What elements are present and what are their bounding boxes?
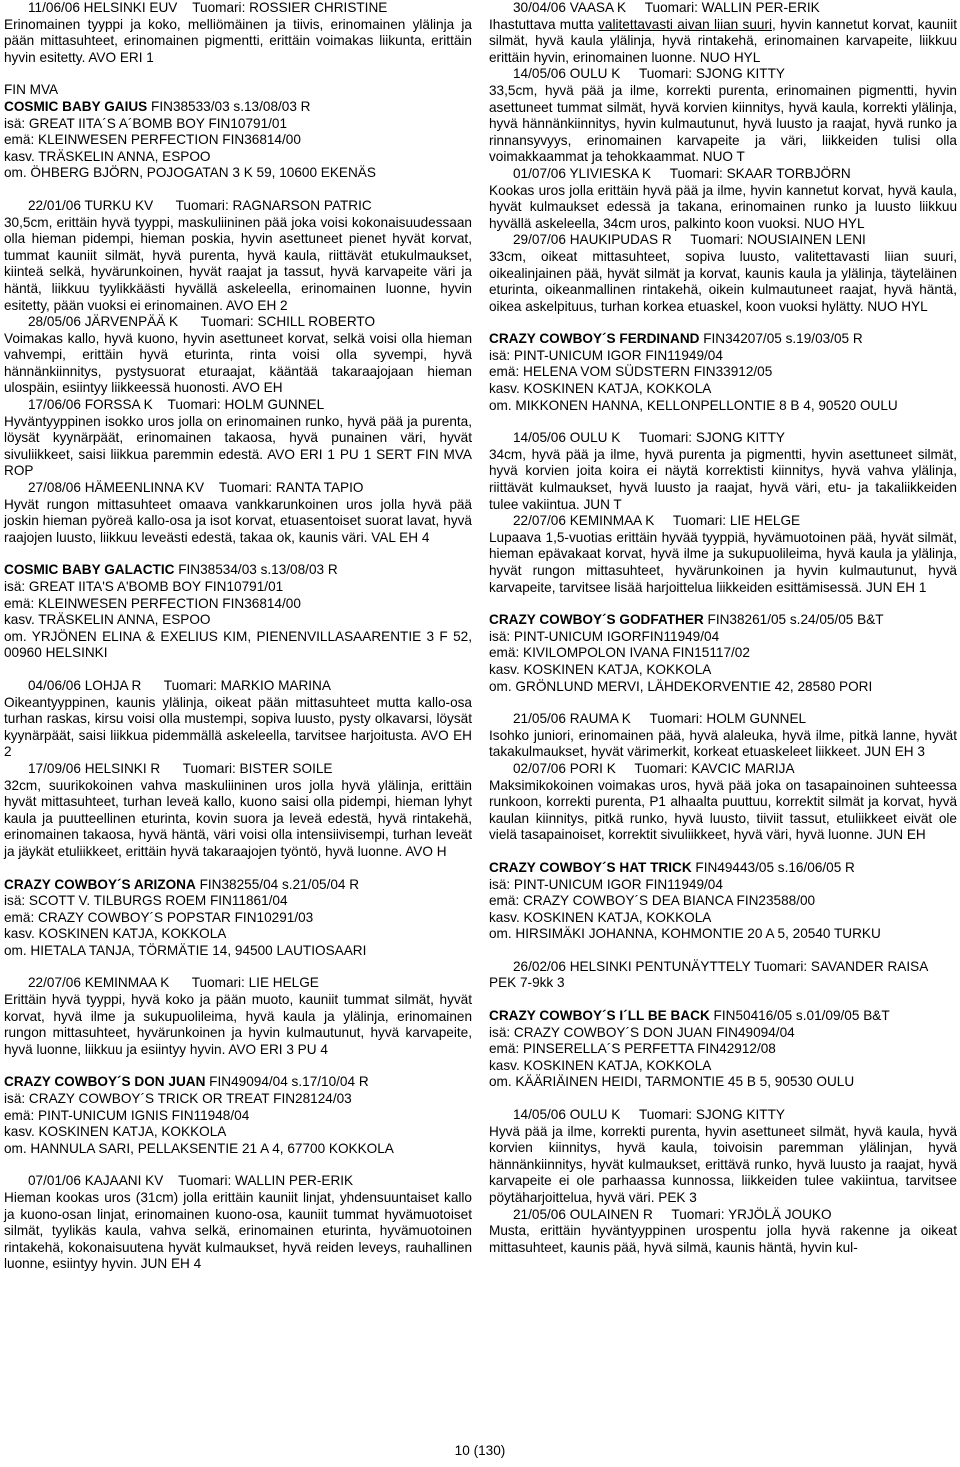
dam-line: emä: KLEINWESEN PERFECTION FIN36814/00 bbox=[4, 595, 301, 611]
sire-line: isä: PINT-UNICUM IGORFIN11949/04 bbox=[489, 628, 720, 644]
dog-entry bbox=[489, 331, 957, 414]
show-result bbox=[4, 314, 472, 397]
critique-text: PEK 7-9kk 3 bbox=[489, 975, 565, 991]
show-result bbox=[4, 397, 472, 480]
dog-entry bbox=[4, 1074, 472, 1157]
sire-line: isä: PINT-UNICUM IGOR FIN11949/04 bbox=[489, 876, 723, 892]
owner-line: om. HANNULA SARI, PELLAKSENTIE 21 A 4, 67700 KOKKOLA bbox=[4, 1140, 394, 1156]
owner-line: om. HIETALA TANJA, TÖRMÄTIE 14, 94500 LAUTIOSAARI bbox=[4, 942, 367, 958]
show-heading: 14/05/06 OULU K Tuomari: SJONG KITTY bbox=[513, 66, 785, 82]
dog-registration: FIN49094/04 s.17/10/04 R bbox=[205, 1074, 369, 1090]
show-heading: 17/09/06 HELSINKI R Tuomari: BISTER SOILE bbox=[28, 760, 333, 776]
owner-line: om. KÄÄRIÄINEN HEIDI, TARMONTIE 45 B 5, 90530 OULU bbox=[489, 1074, 855, 1090]
dog-entry bbox=[4, 877, 472, 960]
critique-text: Oikeantyyppinen, kaunis ylälinja, oikeat pään mittasuhteet mutta kallo-osa turhan raskas, kirsu voisi olla mustempi, sopiva luusto, pysty olkavarsi, löysät kyynärpäät, saisi liikkua pidemmällä askeleella, tarvitsee harjoitusta. AVO EH 2 bbox=[4, 694, 472, 760]
show-result bbox=[489, 1207, 957, 1257]
dog-name: COSMIC BABY GALACTIC bbox=[4, 562, 175, 578]
owner-line: om. MIKKONEN HANNA, KELLONPELLONTIE 8 B 4, 90520 OULU bbox=[489, 397, 898, 413]
show-heading: 11/06/06 HELSINKI EUV Tuomari: ROSSIER CHRISTINE bbox=[28, 0, 388, 15]
critique-text: 34cm, hyvä pää ja ilme, hyvä purenta ja pigmentti, hyvin asettuneet silmät, hyvä korvien joita koira ei näytä korrektisti kiinnitys, hyvä vahva ylälinja, riittävät kulmaukset, hyvä luusto ja raajat, hyvä väri, etu- ja takaliikkeiden tulee vakiintua. JUN T bbox=[489, 446, 957, 512]
critique-text: Hyvä pää ja ilme, korrekti purenta, hyvin asettuneet silmät, hyvä kaula, hyvä korvien kiinnitys, hyvä kaula, toivoisin paremman ylälinjan, hyvä hännänkiinnitys, hyvät kulmaukset, erittävä runko, hyvä luusto ja raajat, hyvä karvapeite ei ole parhaassa kunnossa, liikkeiden tulee vakiintua, tarvitsee pöytäharjoittelua, hyvä väri. PEK 3 bbox=[489, 1123, 957, 1205]
breeder-line: kasv. KOSKINEN KATJA, KOKKOLA bbox=[489, 1057, 712, 1073]
show-result bbox=[4, 678, 472, 761]
critique-text: Erittäin hyvä tyyppi, hyvä koko ja pään muoto, kauniit tummat silmät, hyvät korvat, hyvä ilme ja sukupuolileima, hyvä kaula ja ylälinja, erinomainen rungon mittasuhteet, hyvärunkoinen ja hyvin kulmautunut, hyvä karvapeite, hyvä luonne, liikkuu ja esiintyy hyvin. AVO ERI 3 PU 4 bbox=[4, 992, 472, 1057]
dog-entry bbox=[489, 1008, 957, 1091]
breeder-line: kasv. TRÄSKELIN ANNA, ESPOO bbox=[4, 148, 211, 164]
critique-text: 32cm, suurikokoinen vahva maskuliininen uros jolla hyvä ylälinja, erittäin hyvät mittasuhteet, turhan leveä kallo, kuono saisi olla pidempi, hieman lyhyt kaula ja puutteellinen eturinta, kovin suora ja leveä edestä, hyvä rintakehä, erinomainen takaosa, hyvä häntä, väri voisi olla intensiivisempi, turhan leveät ja jäykät etuliikkeet, erittäin hyvä takaraajojen työntö, hyvä luonne. AVO H bbox=[4, 777, 472, 859]
dog-entry bbox=[4, 82, 472, 182]
dog-registration: FIN38261/05 s.24/05/05 B&T bbox=[703, 612, 884, 628]
show-heading: 04/06/06 LOHJA R Tuomari: MARKIO MARINA bbox=[28, 677, 331, 693]
title-line: FIN MVA bbox=[4, 82, 59, 98]
dam-line: emä: PINSERELLA´S PERFETTA FIN42912/08 bbox=[489, 1041, 776, 1057]
dam-line: emä: KIVILOMPOLON IVANA FIN15117/02 bbox=[489, 645, 750, 661]
critique-text: Hyvät rungon mittasuhteet omaava vankkarunkoinen uros jolla hyvä pää joskin hieman pyöreä kallo-osa ja isot korvat, etuasentoiset suorat lavat, hyvä raajojen luusto, liikkuu leveästi edestä, takaa ok, kaunis väri. VAL EH 4 bbox=[4, 496, 472, 545]
owner-line: om. ÖHBERG BJÖRN, POJOGATAN 3 K 59, 10600 EKENÄS bbox=[4, 165, 376, 181]
breeder-line: kasv. KOSKINEN KATJA, KOKKOLA bbox=[489, 381, 712, 397]
show-heading: 02/07/06 PORI K Tuomari: KAVCIC MARIJA bbox=[513, 760, 795, 776]
breeder-line: kasv. KOSKINEN KATJA, KOKKOLA bbox=[489, 909, 712, 925]
dog-name: CRAZY COWBOY´S DON JUAN bbox=[4, 1074, 206, 1090]
dam-line: emä: KLEINWESEN PERFECTION FIN36814/00 bbox=[4, 132, 301, 148]
critique-text: Hyväntyyppinen isokko uros jolla on erinomainen runko, hyvä pää ja purenta, löysät kyynärpäät, erinomainen takaosa, hyvä punainen väri, hyvät sivuliikkeet, saisi liikkua paremmin edestä. AVO ERI 1 PU 1 SERT FIN MVA ROP bbox=[4, 413, 472, 479]
show-heading: 14/05/06 OULU K Tuomari: SJONG KITTY bbox=[513, 430, 785, 446]
critique-text: 33,5cm, hyvä pää ja ilme, korrekti purenta, erinomainen pigmentti, hyvin asettuneet tummat silmät, hyvä korvien kiinnitys, hyvä kaula, korrekti ylälinja, hyvä hännänkiinnitys, hyvin kulmautunut, hyvä luusto ja raajat, hyvä runko ja rinnansyvyys, erinomainen karvapeite ja väri, liikkeiden tulisi olla voimakkaammat ja tehokkaammat. NUO T bbox=[489, 82, 957, 165]
show-heading: 21/05/06 OULAINEN R Tuomari: YRJÖLÄ JOUKO bbox=[513, 1206, 832, 1222]
show-result bbox=[4, 975, 472, 1058]
dog-registration: FIN38533/03 s.13/08/03 R bbox=[147, 98, 311, 114]
breeder-line: kasv. KOSKINEN KATJA, KOKKOLA bbox=[489, 661, 712, 677]
show-heading: 22/07/06 KEMINMAA K Tuomari: LIE HELGE bbox=[513, 513, 801, 529]
dog-name: CRAZY COWBOY´S I´LL BE BACK bbox=[489, 1008, 710, 1024]
critique-text: Hieman kookas uros (31cm) jolla erittäin kauniit linjat, yhdensuuntaiset kallo ja kuono-osan linjat, erinomainen kuono-osa, kauniit tummat hyvämuotoiset silmät, tyylikäs kaula, vahva selkä, erinomainen eturinta, hyvämuotoinen rintakehä, kokonaisuutena hyvät kulmaukset, hyvä reiden leveys, rauhallinen luonne, esiintyy hyvin. JUN EH 4 bbox=[4, 1190, 472, 1272]
show-result bbox=[4, 0, 472, 66]
show-result bbox=[489, 0, 957, 66]
critique-text: Erinomainen tyyppi ja koko, melliömäinen ja tiivis, erinomainen ylälinja ja pään mittasuhteet, erinomainen pigmentti, erittäin voimakas liikunta, erittäin hyvin esitetty. AVO ERI 1 bbox=[4, 16, 472, 65]
breeder-line: kasv. KOSKINEN KATJA, KOKKOLA bbox=[4, 926, 227, 942]
show-heading: 14/05/06 OULU K Tuomari: SJONG KITTY bbox=[513, 1107, 785, 1123]
sire-line: isä: GREAT IITA´S A´BOMB BOY FIN10791/01 bbox=[4, 115, 288, 131]
show-heading: 29/07/06 HAUKIPUDAS R Tuomari: NOUSIAINEN LENI bbox=[513, 232, 866, 248]
show-result bbox=[489, 430, 957, 513]
right-column bbox=[489, 0, 957, 1256]
dog-entry bbox=[489, 860, 957, 943]
dam-line: emä: CRAZY COWBOY´S DEA BIANCA FIN23588/00 bbox=[489, 893, 816, 909]
critique-text-start: Ihastuttava mutta bbox=[489, 16, 599, 32]
dog-name: CRAZY COWBOY´S FERDINAND bbox=[489, 331, 700, 347]
page-number: 10 (130) bbox=[454, 1443, 506, 1458]
show-heading: 27/08/06 HÄMEENLINNA KV Tuomari: RANTA TAPIO bbox=[28, 480, 364, 496]
dog-registration: FIN50416/05 s.01/09/05 B&T bbox=[709, 1008, 890, 1024]
sire-line: isä: GREAT IITA'S A'BOMB BOY FIN10791/01 bbox=[4, 579, 284, 594]
show-result bbox=[489, 1107, 957, 1207]
show-heading: 30/04/06 VAASA K Tuomari: WALLIN PER-ERIK bbox=[513, 0, 820, 15]
show-result bbox=[4, 761, 472, 861]
show-result bbox=[489, 761, 957, 844]
dam-line: emä: PINT-UNICUM IGNIS FIN11948/04 bbox=[4, 1107, 250, 1123]
critique-text: 30,5cm, erittäin hyvä tyyppi, maskuliininen pää joka voisi kokonaisuudessaan olla hieman pidempi, hieman poskia, hyvin asettuneet pienet hyvät korvat, tummat kauniit silmät, hyvä purenta, hyvä kaula, riittävät etukulmaukset, kiinteä selkä, hyvärunkoinen, hyvät raajat ja tassut, hyvä karvapeite väri ja häntä, liikkuu tyylikkäästi hyvällä askeleella, erinomainen luonne, hyvin esitetty, pään vuoksi ei erinomainen. AVO EH 2 bbox=[4, 214, 472, 313]
dog-registration: FIN38534/03 s.13/08/03 R bbox=[174, 562, 338, 578]
dam-line: emä: HELENA VOM SÜDSTERN FIN33912/05 bbox=[489, 364, 773, 380]
show-heading: 26/02/06 HELSINKI PENTUNÄYTTELY Tuomari: SAVANDER RAISA bbox=[513, 958, 929, 974]
show-heading: 21/05/06 RAUMA K Tuomari: HOLM GUNNEL bbox=[513, 711, 807, 727]
show-heading: 01/07/06 YLIVIESKA K Tuomari: SKAAR TORBJÖRN bbox=[513, 165, 851, 181]
critique-text: Maksimikokoinen voimakas uros, hyvä pää joka on tasapainoinen suhteessa runkoon, korrekti purenta, P1 alhaalta puuttuu, korrektit silmät ja korvat, hyvä kaulan kiinnitys, pitkä runko, hyvä luusto, tiiviit tassut, etuliikkeet eivät ole vielä tasapainoiset, korrektit sivuliikkeet, hyvä väri, hyvä luonne. JUN EH bbox=[489, 777, 957, 843]
critique-text: 33cm, oikeat mittasuhteet, sopiva luusto, valitettavasti liian suuri, oikealinjainen pää, hyvät silmät ja korvat, kaunis kaula ja ylälinja, täyteläinen eturinta, oikeanmallinen rintakehä, oikein kulmautuneet raajat, hyvä häntä, oikea askelpituus, turhan korkea etuaskel, koon vuoksi hylätty. NUO HYL bbox=[489, 248, 957, 314]
show-heading: 17/06/06 FORSSA K Tuomari: HOLM GUNNEL bbox=[28, 397, 325, 413]
sire-line: isä: CRAZY COWBOY´S TRICK OR TREAT FIN28124/03 bbox=[4, 1091, 352, 1107]
sire-line: isä: CRAZY COWBOY´S DON JUAN FIN49094/04 bbox=[489, 1024, 795, 1040]
left-column bbox=[4, 0, 472, 1273]
show-heading: 28/05/06 JÄRVENPÄÄ K Tuomari: SCHILL ROBERTO bbox=[28, 314, 376, 330]
owner-line: om. HIRSIMÄKI JOHANNA, KOHMONTIE 20 A 5, 20540 TURKU bbox=[489, 926, 881, 942]
owner-line: om. YRJÖNEN ELINA & EXELIUS KIM, PIENENVILLASAARENTIE 3 F 52, 00960 HELSINKI bbox=[4, 628, 472, 661]
critique-text: Musta, erittäin hyväntyyppinen urospentu jolla hyvä rakenne ja oikeat mittasuhteet, kaunis pää, hyvä silmä, kaunis häntä, hyvin kul- bbox=[489, 1223, 957, 1255]
critique-text: , hyvin kannetut korvat, kauniit silmät, hyvä kaula ylälinja, hyvä rintakehä, erinomainen karvapeite, liikkuu erittäin hyvin, erinomainen luonne. NUO HYL bbox=[489, 16, 957, 65]
dog-entry bbox=[489, 612, 957, 695]
show-result bbox=[4, 480, 472, 546]
show-result bbox=[4, 1173, 472, 1273]
show-result bbox=[489, 66, 957, 166]
sire-line: isä: PINT-UNICUM IGOR FIN11949/04 bbox=[489, 347, 723, 363]
dog-entry bbox=[4, 562, 472, 662]
show-result bbox=[489, 166, 957, 232]
sire-line: isä: SCOTT V. TILBURGS ROEM FIN11861/04 bbox=[4, 893, 288, 909]
critique-text: Voimakas kallo, hyvä kuono, hyvin asettuneet korvat, selkä voisi olla hieman vahvempi, erittäin hyvä eturinta, rinta voisi olla syvempi, hyvä hännänkiinnitys, pystysuorat eturaajat, kääntää takaraajojaan hieman ulospäin, esiintyy liikkeessä huonosti. AVO EH bbox=[4, 330, 472, 396]
show-heading: 07/01/06 KAJAANI KV Tuomari: WALLIN PER-ERIK bbox=[28, 1173, 354, 1189]
show-heading: 22/07/06 KEMINMAA K Tuomari: LIE HELGE bbox=[28, 975, 319, 991]
show-result bbox=[489, 711, 957, 761]
show-result bbox=[489, 232, 957, 315]
underlined-remark: valitettavasti aivan liian suuri bbox=[598, 16, 772, 32]
critique-text: Isohko juniori, erinomainen pää, hyvä alaleuka, hyvä ilme, pitkä lanne, hyvät takakulmaukset, hyvät värimerkit, korkeat etuaskeleet liikkeet. JUN EH 3 bbox=[489, 727, 957, 760]
breeder-line: kasv. TRÄSKELIN ANNA, ESPOO bbox=[4, 612, 211, 628]
dam-line: emä: CRAZY COWBOY´S POPSTAR FIN10291/03 bbox=[4, 909, 314, 925]
breeder-line: kasv. KOSKINEN KATJA, KOKKOLA bbox=[4, 1124, 227, 1140]
dog-registration: FIN38255/04 s.21/05/04 R bbox=[195, 876, 360, 892]
critique-text: Kookas uros jolla erittäin hyvä pää ja ilme, hyvin kannetut korvat, hyvä kaula, hyvät kulmaukset edessä ja takana, erinomainen runko ja luusto liikkuu hyvällä askeleella, 34cm uros, palkinto koon vuoksi. NUO HYL bbox=[489, 182, 957, 231]
dog-name: COSMIC BABY GAIUS bbox=[4, 98, 148, 114]
dog-registration: FIN49443/05 s.16/06/05 R bbox=[691, 859, 855, 875]
show-result bbox=[489, 513, 957, 596]
owner-line: om. GRÖNLUND MERVI, LÄHDEKORVENTIE 42, 28580 PORI bbox=[489, 678, 873, 694]
dog-name: CRAZY COWBOY´S GODFATHER bbox=[489, 612, 704, 628]
show-heading: 22/01/06 TURKU KV Tuomari: RAGNARSON PATRIC bbox=[28, 197, 372, 213]
critique-text: Lupaava 1,5-vuotias erittäin hyvää tyyppiä, hyvämuotoinen pää, hyvät silmät, hieman epävakaat korvat, hyvä ilme ja sukupuolileima, hyvä kaula ja ylälinja, hyvät rungon mittasuhteet, hyvärunkoinen ja hyvin kulmautunut, hyvä karvapeite, tarvitsee lisää harjoittelua liikkeiden esittämisessä. JUN EH 1 bbox=[489, 529, 957, 595]
dog-name: CRAZY COWBOY´S ARIZONA bbox=[4, 876, 196, 892]
show-result bbox=[4, 198, 472, 314]
show-result bbox=[489, 959, 957, 992]
dog-registration: FIN34207/05 s.19/03/05 R bbox=[699, 331, 863, 347]
dog-name: CRAZY COWBOY´S HAT TRICK bbox=[489, 859, 692, 875]
